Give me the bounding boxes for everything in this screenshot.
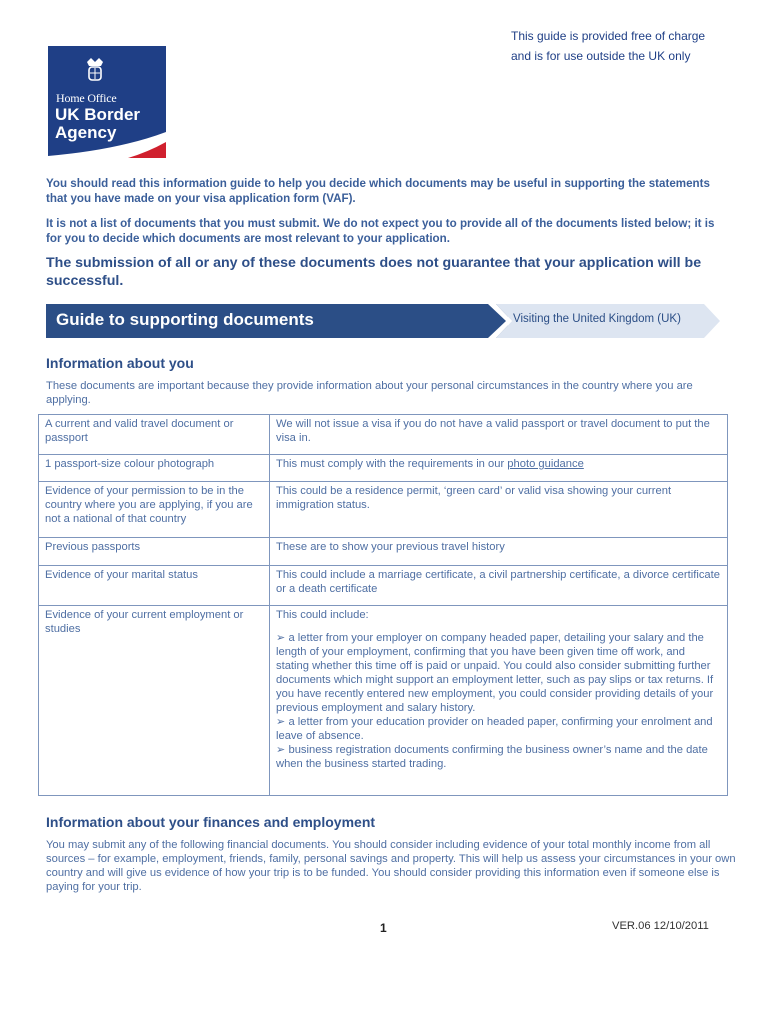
desc-cell <box>270 455 728 482</box>
version-label: VER.06 12/10/2011 <box>612 920 709 932</box>
logo-swoosh <box>48 128 166 158</box>
desc-cell: We will not issue a visa if you do not have a valid passport or travel document to put the visa in. <box>270 415 728 455</box>
desc-intro: This could include: <box>276 609 369 621</box>
page-number: 1 <box>380 921 387 935</box>
list-item: ➢ business registration documents confirming the business owner’s name and the date when the business started trading. <box>276 744 708 770</box>
table-row <box>39 606 728 796</box>
doc-cell: A current and valid travel document or passport <box>39 415 270 455</box>
uk-border-agency-logo <box>48 46 166 158</box>
desc-cell: This could be a residence permit, ‘green card’ or valid visa showing your current immigration status. <box>270 482 728 538</box>
list-item: ➢ a letter from your employer on company headed paper, detailing your salary and the length of your employment, confirming that you have been given time off work, and stating whether this time off is paid or unpaid. You could also consider submitting further documents which might support an employment letter, such as pay slips or tax returns. If you have recently entered new employment, you could consider providing details of your previous employment and salary history. <box>276 632 714 714</box>
intro-paragraph-1: You should read this information guide to help you decide which documents may be useful in supporting the statements that you have made on your visa application form (VAF). <box>46 177 710 205</box>
logo-line-agency: Agency <box>55 123 117 142</box>
note-line-1: This guide is provided free of charge <box>511 29 706 43</box>
guide-banner-subtitle: Visiting the United Kingdom (UK) <box>513 313 681 325</box>
logo-home-office: Home Office <box>56 91 117 105</box>
guide-banner-title: Guide to supporting documents <box>56 310 314 329</box>
royal-crest-icon <box>83 56 107 84</box>
list-item: ➢ a letter from your education provider on headed paper, confirming your enrolment and leave of absence. <box>276 716 713 742</box>
table-row <box>39 415 728 455</box>
note-line-2: and is for use outside the UK only <box>511 49 691 63</box>
logo-line-uk-border: UK Border <box>55 105 141 124</box>
table-row <box>39 455 728 482</box>
guide-banner <box>46 304 508 338</box>
table-row <box>39 538 728 566</box>
table-row <box>39 482 728 538</box>
doc-cell: 1 passport-size colour photograph <box>39 455 270 482</box>
doc-cell: Evidence of your permission to be in the country where you are applying, if you are not a national of that country <box>39 482 270 538</box>
table-row <box>39 566 728 606</box>
documents-table <box>38 414 728 796</box>
intro-paragraph-2: It is not a list of documents that you must submit. We do not expect you to provide all of the documents listed below; it is for you to decide which documents are most relevant to your application. <box>46 217 715 245</box>
doc-cell: Evidence of your current employment or studies <box>39 606 270 796</box>
free-of-charge-note <box>511 26 705 66</box>
doc-cell: Evidence of your marital status <box>39 566 270 606</box>
photo-guidance-link[interactable]: photo guidance <box>507 458 584 470</box>
doc-cell: Previous passports <box>39 538 270 566</box>
desc-cell: These are to show your previous travel history <box>270 538 728 566</box>
section-heading-finances: Information about your finances and employment <box>46 814 376 830</box>
desc-text: This must comply with the requirements in our <box>276 458 508 470</box>
section-text-about-you: These documents are important because they provide information about your personal circumstances in the country where you are applying. <box>46 380 693 406</box>
desc-cell: This could include a marriage certificate, a civil partnership certificate, a divorce certificate or a death certificate <box>270 566 728 606</box>
desc-cell <box>270 606 728 796</box>
section-text-finances: You may submit any of the following financial documents. You should consider including evidence of your total monthly income from all sources – for example, employment, friends, family, personal savings and property. This will help us assess your circumstances in your own country and will give us evidence of how your trip is to be funded. You should consider providing this information even if someone else is paying for your trip. <box>46 839 736 893</box>
intro-disclaimer: The submission of all or any of these documents does not guarantee that your application will be successful. <box>46 255 702 289</box>
section-heading-about-you: Information about you <box>46 355 194 371</box>
